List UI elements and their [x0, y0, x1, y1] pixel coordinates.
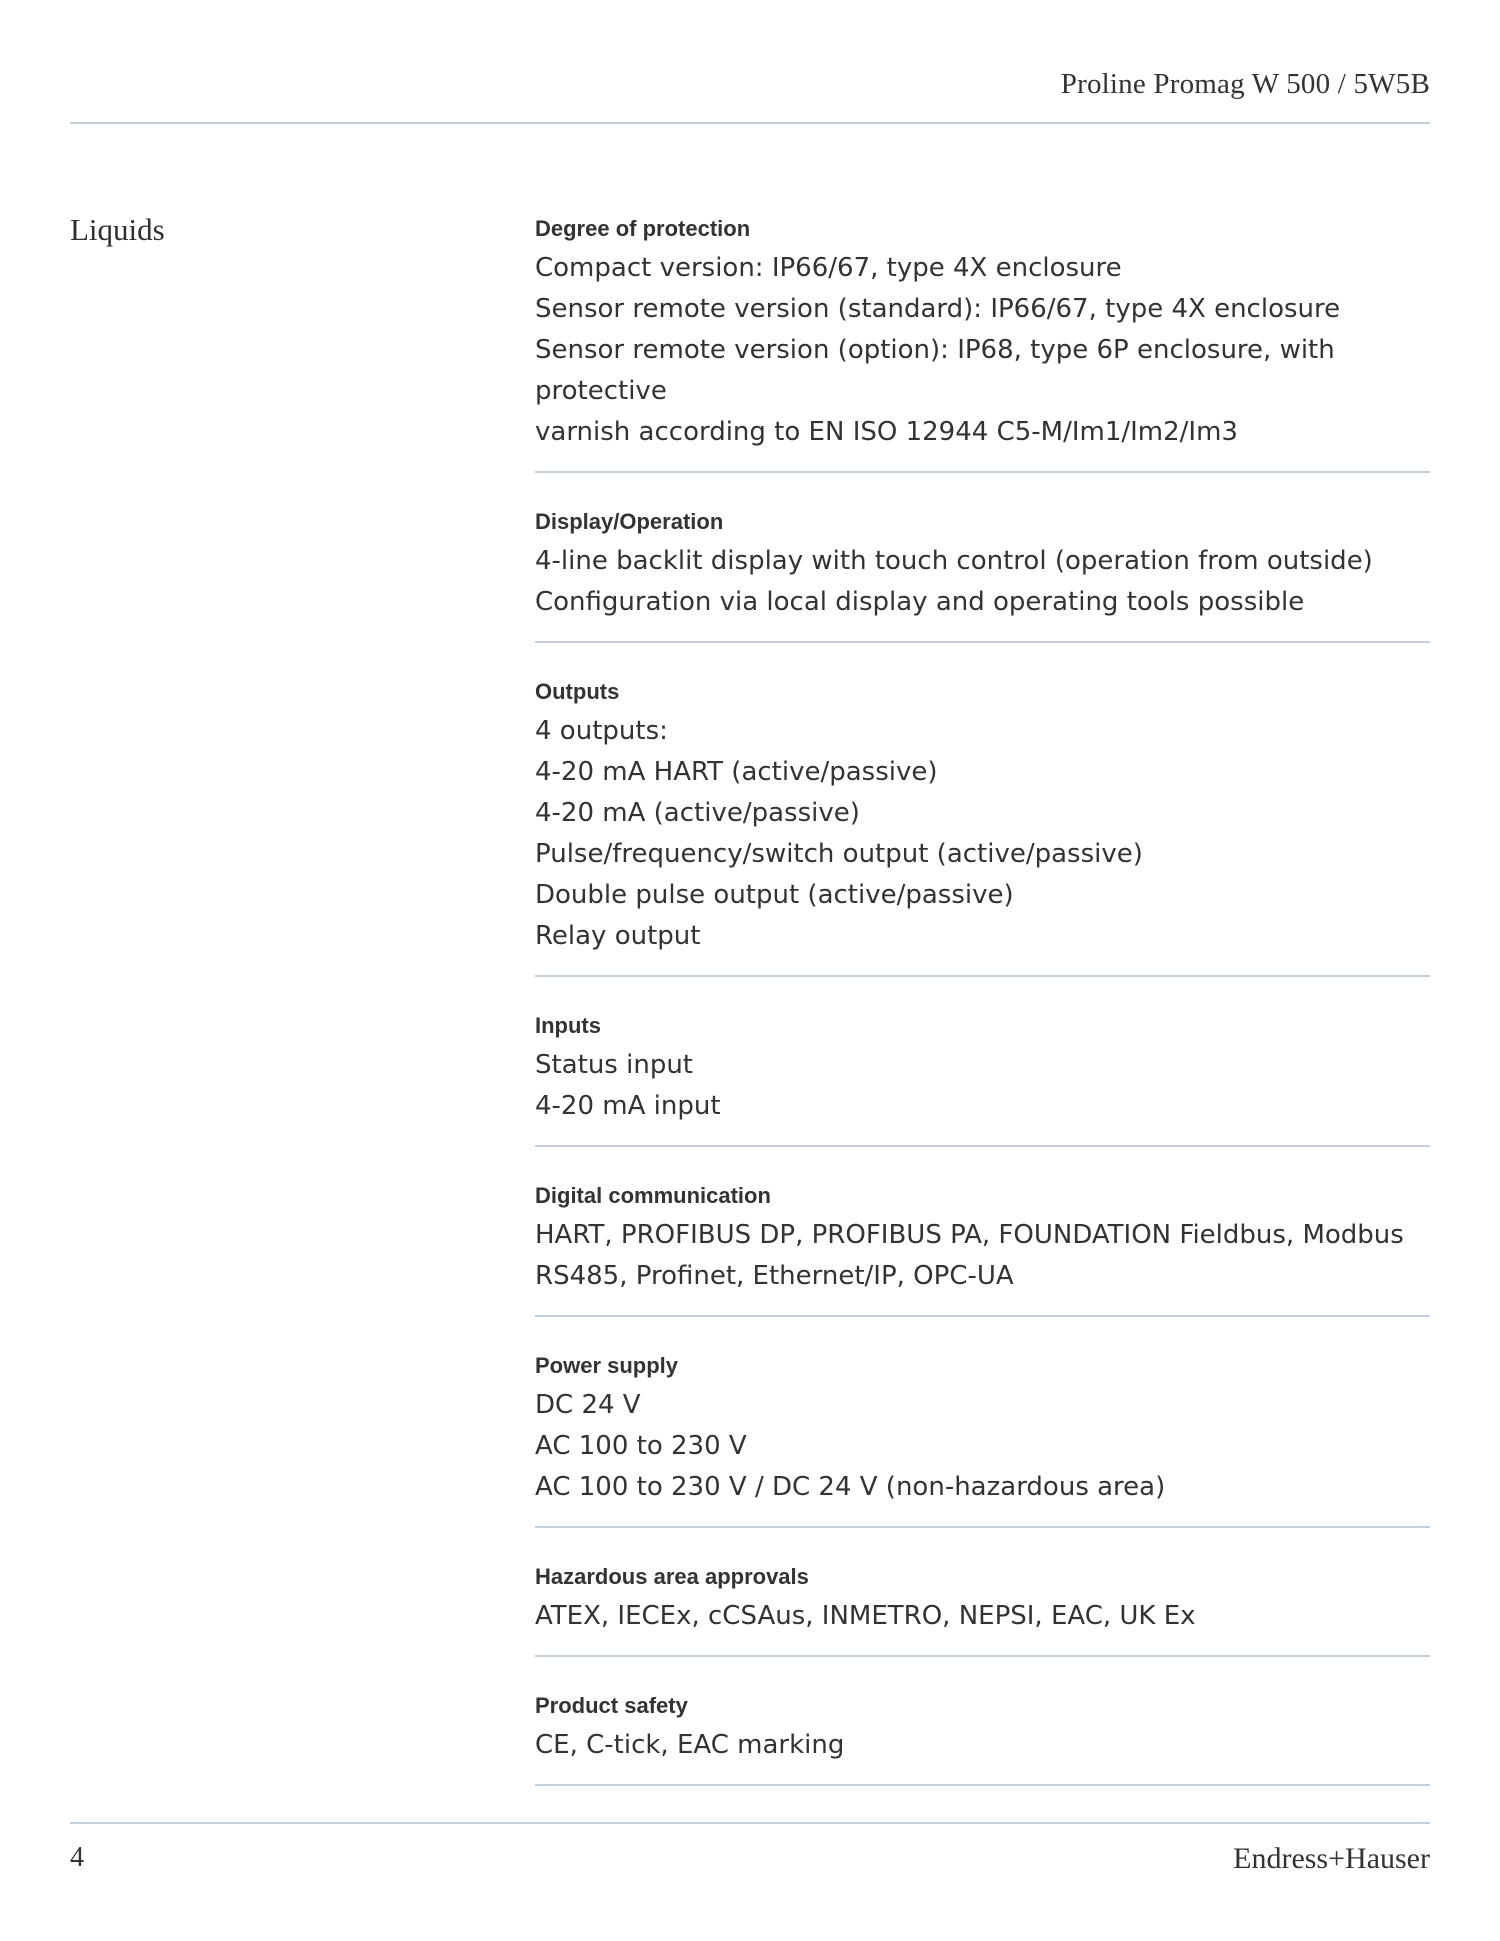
- spec-block-hazardous-area-approvals: [535, 1562, 1430, 1657]
- header-divider: [70, 122, 1430, 124]
- spec-line: 4 outputs:: [535, 716, 668, 746]
- spec-line: Status input: [535, 1050, 693, 1080]
- page-number: 4: [70, 1842, 84, 1873]
- spec-line: RS485, Profinet, Ethernet/IP, OPC-UA: [535, 1261, 1014, 1291]
- spec-line: ATEX, IECEx, cCSAus, INMETRO, NEPSI, EAC, UK Ex: [535, 1601, 1196, 1631]
- spec-list: [535, 214, 1430, 1820]
- spec-block-outputs: [535, 677, 1430, 977]
- spec-block-title: Digital communication: [535, 1183, 771, 1208]
- spec-line: varnish according to EN ISO 12944 C5-M/Im1/Im2/Im3: [535, 417, 1238, 447]
- spec-line: Double pulse output (active/passive): [535, 880, 1014, 910]
- spec-line: Relay output: [535, 921, 701, 951]
- spec-block-inputs: [535, 1011, 1430, 1147]
- footer-divider: [70, 1822, 1430, 1824]
- spec-block-digital-communication: [535, 1181, 1430, 1317]
- spec-block-display-operation: [535, 507, 1430, 643]
- section-label: Liquids: [70, 212, 165, 247]
- spec-line: DC 24 V: [535, 1390, 641, 1420]
- spec-line: Configuration via local display and operating tools possible: [535, 587, 1305, 617]
- spec-line: Pulse/frequency/switch output (active/passive): [535, 839, 1143, 869]
- document-title: Proline Promag W 500 / 5W5B: [1060, 68, 1430, 100]
- spec-line: CE, C-tick, EAC marking: [535, 1730, 845, 1760]
- spec-line: Sensor remote version (standard): IP66/67, type 4X enclosure: [535, 294, 1341, 324]
- spec-block-title: Inputs: [535, 1013, 601, 1038]
- spec-line: AC 100 to 230 V: [535, 1431, 747, 1461]
- spec-line: 4-line backlit display with touch control (operation from outside): [535, 546, 1373, 576]
- spec-block-title: Display/Operation: [535, 509, 724, 534]
- spec-line: Compact version: IP66/67, type 4X enclosure: [535, 253, 1122, 283]
- spec-line: 4-20 mA (active/passive): [535, 798, 860, 828]
- spec-line: Sensor remote version (option): IP68, type 6P enclosure, with protective: [535, 335, 1335, 406]
- spec-line: 4-20 mA input: [535, 1091, 721, 1121]
- spec-block-power-supply: [535, 1351, 1430, 1528]
- spec-line: HART, PROFIBUS DP, PROFIBUS PA, FOUNDATION Fieldbus, Modbus: [535, 1220, 1404, 1250]
- spec-block-degree-of-protection: [535, 214, 1430, 473]
- spec-line: 4-20 mA HART (active/passive): [535, 757, 938, 787]
- brand-name: Endress+Hauser: [1233, 1842, 1430, 1875]
- spec-block-title: Hazardous area approvals: [535, 1564, 809, 1589]
- spec-block-product-safety: [535, 1691, 1430, 1786]
- spec-block-title: Product safety: [535, 1693, 688, 1718]
- spec-block-title: Outputs: [535, 679, 620, 704]
- spec-block-title: Degree of protection: [535, 216, 751, 241]
- spec-block-title: Power supply: [535, 1353, 679, 1378]
- spec-line: AC 100 to 230 V / DC 24 V (non-hazardous area): [535, 1472, 1166, 1502]
